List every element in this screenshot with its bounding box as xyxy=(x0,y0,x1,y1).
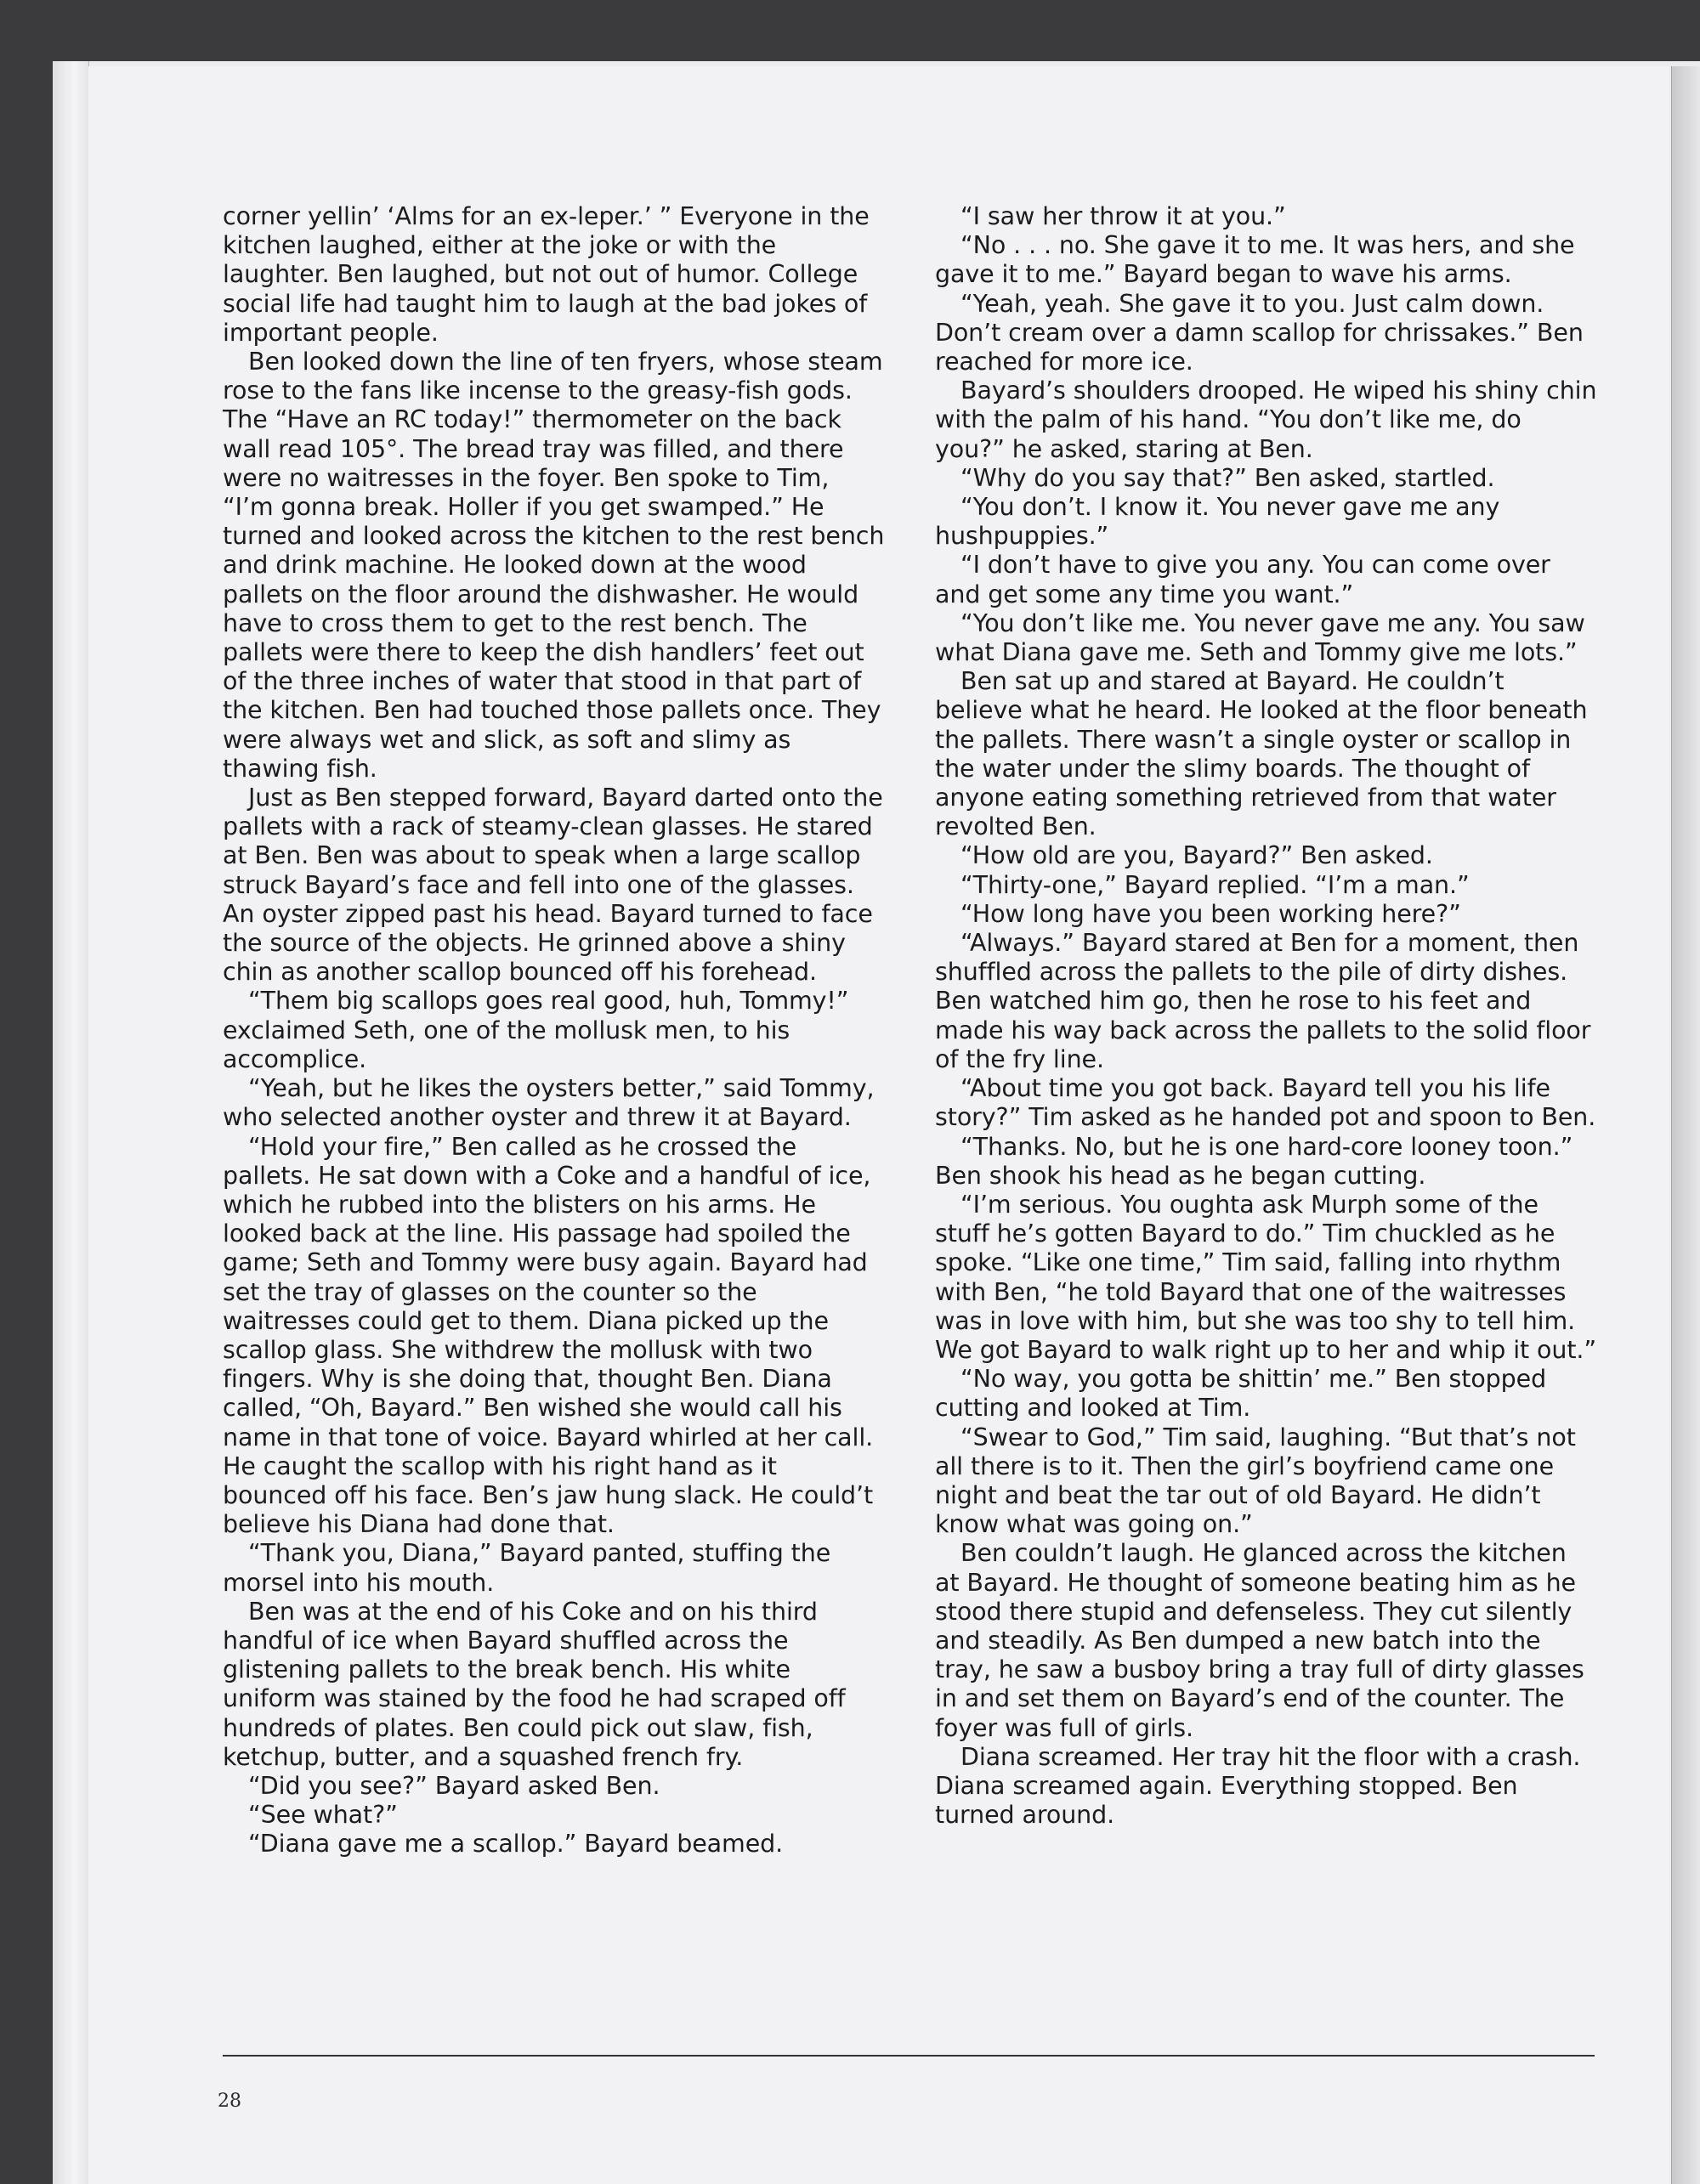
paragraph: “Did you see?” Bayard asked Ben. xyxy=(248,1771,660,1800)
facing-page-edge xyxy=(1671,66,1700,2184)
paragraph: corner yellin’ ‘Alms for an ex-leper.’ ” Everyone in the kitchen laughed, either at the joke or with the laughter. Ben laughed, but not out of humor. College social life had taught him to laugh at the bad jokes of important people. xyxy=(223,202,870,347)
paragraph: Bayard’s shoulders drooped. He wiped his shiny chin with the palm of his hand. “You don’t like me, do you?” he asked, staring at Ben. xyxy=(935,376,1597,463)
paragraph: “Thirty-one,” Bayard replied. “I’m a man.” xyxy=(960,870,1470,899)
paragraph: “Yeah, but he likes the oysters better,” said Tommy, who selected another oyster and threw it at Bayard. xyxy=(223,1074,875,1132)
paragraph: “I’m serious. You oughta ask Murph some of the stuff he’s gotten Bayard to do.” Tim chuckled as he spoke. “Like one time,” Tim said, falling into rhythm with Ben, “he told Bayard that one of the waitresses was in love with him, but she was too shy to tell him. We got Bayard to walk right up to her and whip it out.” xyxy=(935,1190,1597,1364)
paragraph: “Thank you, Diana,” Bayard panted, stuffing the morsel into his mouth. xyxy=(223,1539,831,1597)
paragraph: “I saw her throw it at you.” xyxy=(960,202,1286,230)
paragraph: Ben sat up and stared at Bayard. He couldn’t believe what he heard. He looked at the floor beneath the pallets. There wasn’t a single oyster or scallop in the water under the slimy boards. The thought of anyone eating something retrieved from that water revolted Ben. xyxy=(935,667,1588,841)
paragraph: “Thanks. No, but he is one hard-core looney toon.” Ben shook his head as he began cutting. xyxy=(935,1132,1573,1190)
paragraph: Just as Ben stepped forward, Bayard darted onto the pallets with a rack of steamy-clean glasses. He stared at Ben. Ben was about to speak when a large scallop struck Bayard’s face and fell into one of the glasses. An oyster zipped past his head. Bayard turned to face the source of the objects. He grinned above a shiny chin as another scallop bounced off his forehead. xyxy=(223,784,883,987)
paragraph: Ben looked down the line of ten fryers, whose steam rose to the fans like incense to the greasy-fish gods. The “Have an RC today!” thermometer on the back wall read 105°. The bread tray was filled, and there were no waitresses in the foyer. Ben spoke to Tim, “I’m gonna break. Holler if you get swamped.” He turned and looked across the kitchen to the rest bench and drink machine. He looked down at the wood pallets on the floor around the dishwasher. He would have to cross them to get to the rest bench. The pallets were there to keep the dish handlers’ feet out of the three inches of water that stood in that part of the kitchen. Ben had touched those pallets once. They were always wet and slick, as soft and slimy as thawing fish. xyxy=(223,348,885,783)
paragraph: “Them big scallops goes real good, huh, Tommy!” exclaimed Seth, one of the mollusk men, to his accomplice. xyxy=(223,987,849,1073)
paragraph: “About time you got back. Bayard tell you his life story?” Tim asked as he handed pot and spoon to Ben. xyxy=(935,1074,1596,1132)
paragraph: “You don’t like me. You never gave me any. You saw what Diana gave me. Seth and Tommy give me lots.” xyxy=(935,608,1585,667)
right-column xyxy=(935,202,1598,1830)
paragraph: “Swear to God,” Tim said, laughing. “But that’s not all there is to it. Then the girl’s boyfriend came one night and beat the tar out of old Bayard. He didn’t know what was going on.” xyxy=(935,1423,1576,1539)
paragraph: “You don’t. I know it. You never gave me any hushpuppies.” xyxy=(935,493,1500,551)
page-stack-edge xyxy=(53,61,89,2184)
paragraph: Ben couldn’t laugh. He glanced across the kitchen at Bayard. He thought of someone beating him as he stood there stupid and defenseless. They cut silently and steadily. As Ben dumped a new batch into the tray, he saw a busboy bring a tray full of dirty glasses in and set them on Bayard’s end of the counter. The foyer was full of girls. xyxy=(935,1539,1584,1742)
paragraph: “No way, you gotta be shittin’ me.” Ben stopped cutting and looked at Tim. xyxy=(935,1365,1547,1423)
paragraph: “I don’t have to give you any. You can come over and get some any time you want.” xyxy=(935,551,1550,608)
paragraph: “Hold your fire,” Ben called as he crossed the pallets. He sat down with a Coke and a handful of ice, which he rubbed into the blisters on his arms. He looked back at the line. His passage had spoiled the game; Seth and Tommy were busy again. Bayard had set the tray of glasses on the counter so the waitresses could get to them. Diana picked up the scallop glass. She withdrew the mollusk with two fingers. Why is she doing that, thought Ben. Diana called, “Oh, Bayard.” Ben wished she would call his name in that tone of voice. Bayard whirled at her call. He caught the scallop with his right hand as it bounced off his face. Ben’s jaw hung slack. He could’t believe his Diana had done that. xyxy=(223,1132,874,1539)
paragraph: “Why do you say that?” Ben asked, startled. xyxy=(960,463,1495,492)
paragraph: “Diana gave me a scallop.” Bayard beamed. xyxy=(248,1830,784,1859)
paragraph: Ben was at the end of his Coke and on his third handful of ice when Bayard shuffled across the glistening pallets to the break bench. His white uniform was stained by the food he had scraped off hundreds of plates. Ben could pick out slaw, fish, ketchup, butter, and a squashed french fry. xyxy=(223,1597,846,1771)
paragraph: “How old are you, Bayard?” Ben asked. xyxy=(960,841,1433,870)
paragraph: “See what?” xyxy=(248,1801,398,1830)
page-number: 28 xyxy=(218,2091,241,2112)
paragraph: “No . . . no. She gave it to me. It was hers, and she gave it to me.” Bayard began to wave his arms. xyxy=(935,231,1575,289)
footer-rule xyxy=(223,2055,1595,2057)
paragraph: Diana screamed. Her tray hit the floor with a crash. Diana screamed again. Everything stopped. Ben turned around. xyxy=(935,1742,1581,1830)
paragraph: “How long have you been working here?” xyxy=(960,899,1461,928)
paragraph: “Yeah, yeah. She gave it to you. Just calm down. Don’t cream over a damn scallop for chrissakes.” Ben reached for more ice. xyxy=(935,289,1584,376)
left-column xyxy=(223,202,886,1859)
paragraph: “Always.” Bayard stared at Ben for a moment, then shuffled across the pallets to the pile of dirty dishes. Ben watched him go, then he rose to his feet and made his way back across the pallets to the solid floor of the fry line. xyxy=(935,929,1591,1073)
